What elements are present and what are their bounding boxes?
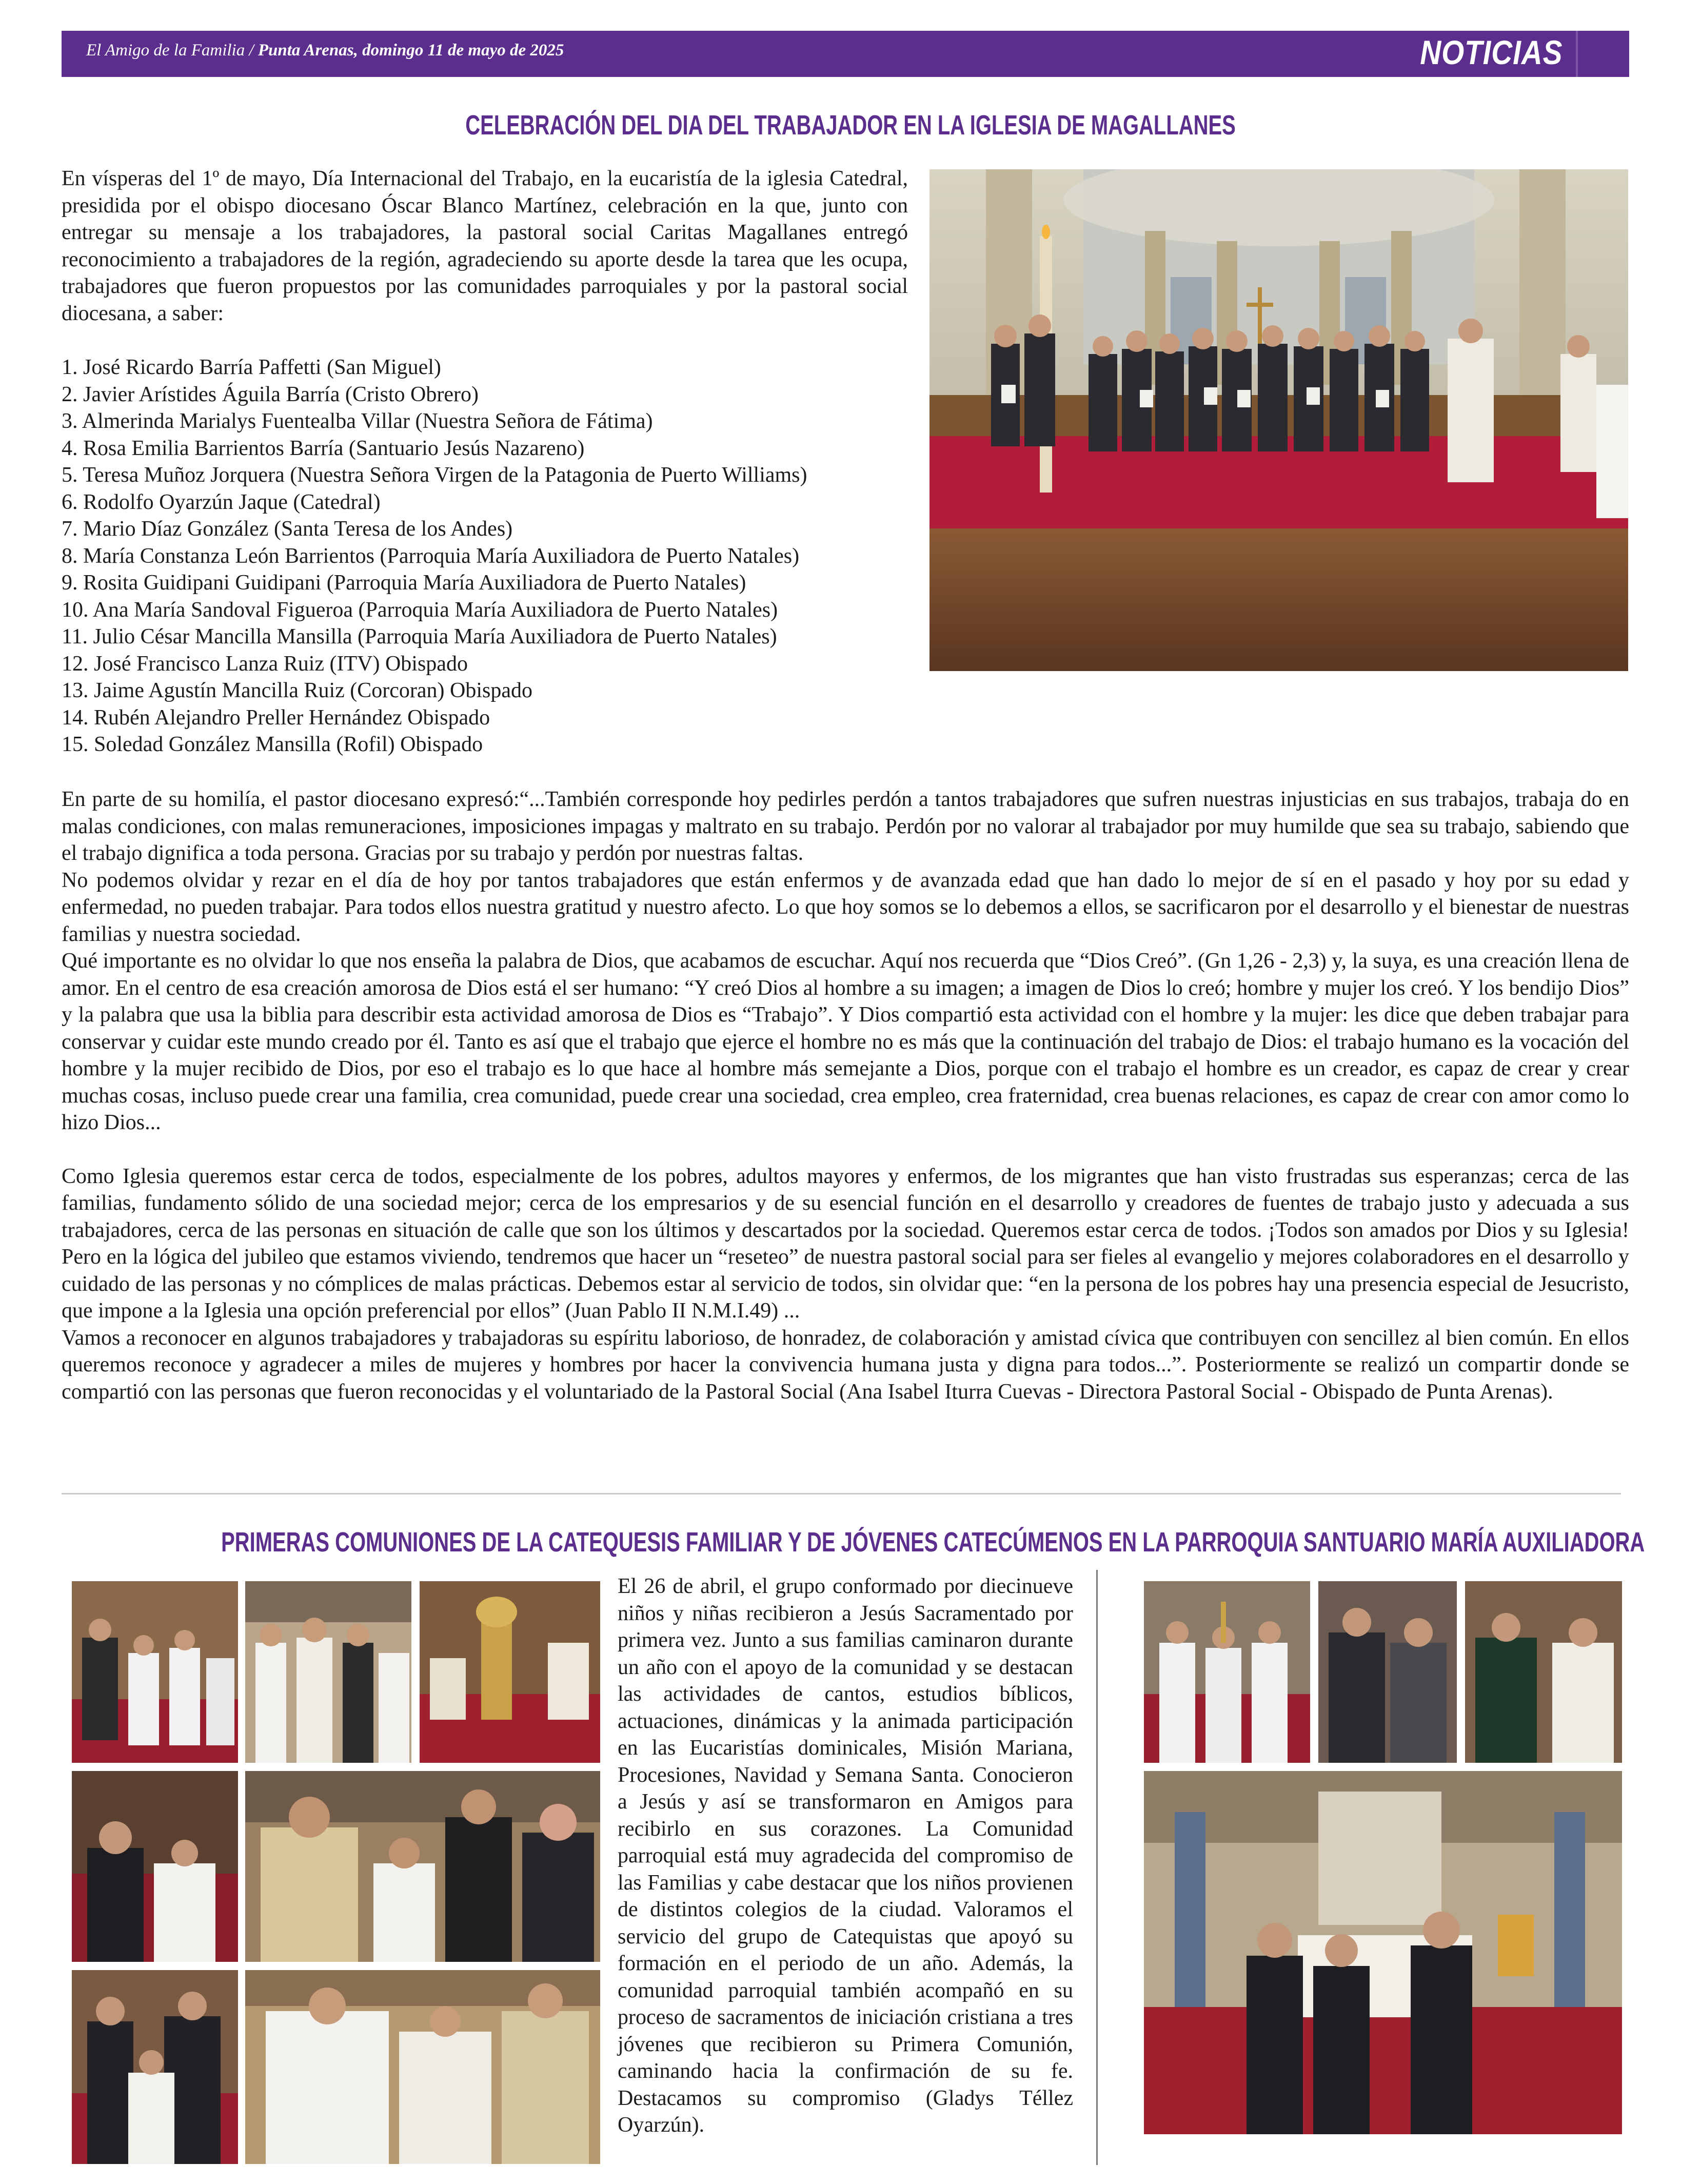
article1-paragraph: Como Iglesia queremos estar cerca de todos, especialmente de los pobres, adultos mayores y enfermos, de los migrantes que han visto frustradas sus esperanzas; cerca de las familias, fundamento sólido de una sociedad mejor; cerca de los empresarios y de su esencial función en el desarrollo y creadores de fuentes de trabajo justo y adecuada a sus trabajadores, cerca de las personas en situación de calle que son los últimos y descartados por la sociedad. Queremos estar cerca de todos. ¡Todos son amados por Dios y su Iglesia! Pero en la lógica del jubileo que estamos viviendo, tendremos que hacer un “reseteo” de nuestra pastoral social para ser fieles al evangelio y mejores colaboradores en el desarrollo y cuidado de las personas y no cómplices de malas prácticas. Debemos estar al servicio de todos, sin olvidar que: “en la persona de los pobres hay una presencia especial de Jesucristo, que impone a la Iglesia una opción preferencial por ellos” (Juan Pablo II N.M.I.49) ... [62,1164,1629,1323]
worker-item: 8. María Constanza León Barrientos (Parroquia María Auxiliadora de Puerto Natales) [62,544,800,568]
header-bar [62,31,1629,77]
communion-photo-7 [245,1970,600,2164]
worker-item: 5. Teresa Muñoz Jorquera (Nuestra Señora Virgen de la Patagonia de Puerto Williams) [62,463,807,487]
location-date: Punta Arenas, domingo 11 de mayo de 2025 [258,41,564,60]
article-separator [62,1493,1621,1494]
worker-item: 1. José Ricardo Barría Paffetti (San Miguel) [62,356,441,379]
column-rule [1096,1570,1098,2165]
article1-paragraph: Qué importante es no olvidar lo que nos enseña la palabra de Dios, que acabamos de escuchar. Aquí nos recuerda que “Dios Creó”. (Gn 1,26 - 2,3) y, la suya, es una creación llena de amor. En el centro de esa creación amorosa de Dios está el ser humano: “Y creó Dios al hombre a su imagen; a imagen de Dios lo creó; hombre y mujer los creó. Y los bendijo Dios” y la palabra que usa la biblia para describir esta actividad amorosa de Dios es “Trabajo”. Y Dios compartió esta actividad con el hombre y la mujer: les dice que deben trabajar para conservar y cuidar este mundo creado por él. Tanto es así que el trabajo que ejerce el hombre no es más que la continuación del trabajo de Dios: el trabajo humano es la vocación del hombre y la mujer recibido de Dios, por eso el trabajo es lo que hace al hombre más semejante a Dios, porque con el trabajo el hombre es un creador, es capaz de crear y crear muchas cosas, incluso puede crear una familia, crea comunidad, puede crear una sociedad, crea empleo, crea fraternidad, crea buenas relaciones, es capaz de crear con amor como lo hizo Dios... [62,949,1629,1134]
article1-paragraph: No podemos olvidar y rezar en el día de hoy por tantos trabajadores que están enfermos y de avanzada edad que han dado lo mejor de sí en el pasado y hoy por su edad y enfermedad, no pueden trabajar. Para todos ellos nuestra gratitud y nuestro afecto. Lo que hoy somos se lo debemos a ellos, se sacrificaron por el desarrollo y el bienestar de nuestras familias y nuestra sociedad. [62,868,1629,946]
worker-item: 10. Ana María Sandoval Figueroa (Parroquia María Auxiliadora de Puerto Natales) [62,598,778,622]
section-title: NOTICIAS [1419,33,1562,71]
worker-item: 6. Rodolfo Oyarzún Jaque (Catedral) [62,490,381,514]
communion-photo-8 [1144,1581,1310,1763]
article1-paragraph: Vamos a reconocer en algunos trabajadores y trabajadoras su espíritu laborioso, de honradez, de colaboración y amistad cívica que contribuyen con sencillez al bien común. En ellos queremos reconoce y agradecer a miles de mujeres y hombres por hacer la convivencia humana justa y digna para todos...”. Posteriormente se realizó un compartir donde se compartió con las personas que fueron reconocidas y el voluntariado de la Pastoral Social (Ana Isabel Iturra Cuevas - Directora Pastoral Social - Obispado de Punta Arenas). [62,1326,1629,1404]
communion-photo-10 [1465,1581,1622,1763]
communion-photo-1 [72,1581,238,1763]
worker-item: 11. Julio César Mancilla Mansilla (Parroquia María Auxiliadora de Puerto Natales) [62,625,777,648]
article2-headline: PRIMERAS COMUNIONES DE LA CATEQUESIS FAMILIAR Y DE JÓVENES CATECÚMENOS EN LA PARROQUIA SANTUARIO MARÍA AUXILIADORA [221,1527,1645,1558]
article1-paragraph: En parte de su homilía, el pastor diocesano expresó:“...También corresponde hoy pedirles perdón a tantos trabajadores que sufren nuestras injusticias en sus trabajos, trabaja do en malas condiciones, con malas remuneraciones, imposiciones impagas y maltrato en su trabajo. Perdón por no valorar al trabajador por muy humilde que sea su trabajo, sabiendo que el trabajo dignifica a toda persona. Gracias por su trabajo y perdón por nuestras faltas. [62,788,1629,865]
header-divider [1576,31,1578,77]
worker-item: 3. Almerinda Marialys Fuentealba Villar (Nuestra Señora de Fátima) [62,409,653,433]
worker-item: 12. José Francisco Lanza Ruiz (ITV) Obispado [62,652,468,676]
article1-headline: CELEBRACIÓN DEL DIA DEL TRABAJADOR EN LA IGLESIA DE MAGALLANES [465,110,1236,141]
worker-item: 7. Mario Díaz González (Santa Teresa de los Andes) [62,517,513,541]
communion-photo-2 [245,1581,411,1763]
worker-item: 15. Soledad González Mansilla (Rofil) Obispado [62,733,483,756]
header-publication-line: El Amigo de la Familia / Punta Arenas, domingo 11 de mayo de 2025 [86,41,564,60]
communion-photo-6 [72,1970,238,2164]
worker-item: 4. Rosa Emilia Barrientos Barría (Santuario Jesús Nazareno) [62,436,585,460]
worker-item: 14. Rubén Alejandro Preller Hernández Obispado [62,705,490,730]
workers-list [62,354,934,758]
worker-item: 13. Jaime Agustín Mancilla Ruiz (Corcoran) Obispado [62,679,532,702]
communion-photo-9 [1318,1581,1457,1763]
communion-photo-11 [1144,1771,1622,2134]
worker-item: 9. Rosita Guidipani Guidipani (Parroquia María Auxiliadora de Puerto Natales) [62,571,746,595]
article1-body [62,786,1629,1405]
article1-intro: En vísperas del 1º de mayo, Día Internacional del Trabajo, en la eucaristía de la iglesia Catedral, presidida por el obispo diocesano Óscar Blanco Martínez, celebración en la que, junto con entregar su mensaje a los trabajadores, la pastoral social Caritas Magallanes entregó reconocimiento a trabajadores de la región, agradeciendo su aporte desde la tarea que les ocupa, trabajadores que fueron propuestos por las comunidades parroquiales y por la pastoral social diocesana, a saber: [62,167,908,325]
communion-photo-4 [72,1771,238,1962]
publication-name: El Amigo de la Familia [86,41,245,60]
worker-item: 2. Javier Arístides Águila Barría (Cristo Obrero) [62,382,479,406]
cathedral-ceremony-photo [929,169,1628,671]
communion-photo-5 [245,1771,600,1962]
article2-text: El 26 de abril, el grupo conformado por diecinueve niños y niñas recibieron a Jesús Sacramentado por primera vez. Junto a sus familias caminaron durante un año con el apoyo de la comunidad y se destacan las actividades de cantos, estudios bíblicos, actuaciones, dinámicas y la animada participación en las Eucaristías dominicales, Misión Mariana, Procesiones, Navidad y Semana Santa. Conocieron a Jesús y así se transformaron en Amigos para recibirlo en sus corazones. La Comunidad parroquial está muy agradecida del compromiso de las Familias y cabe destacar que los niños provienen de distintos colegios de la ciudad. Valoramos el servicio del grupo de Catequistas que apoyó su formación en el periodo de un año. Además, la comunidad parroquial también acompañó en su proceso de sacramentos de iniciación cristiana a tres jóvenes que recibieron su Primera Comunión, caminando hacia la confirmación de su fe. Destacamos su compromiso (Gladys Téllez Oyarzún). [618,1575,1073,2137]
communion-photo-3 [420,1581,600,1763]
